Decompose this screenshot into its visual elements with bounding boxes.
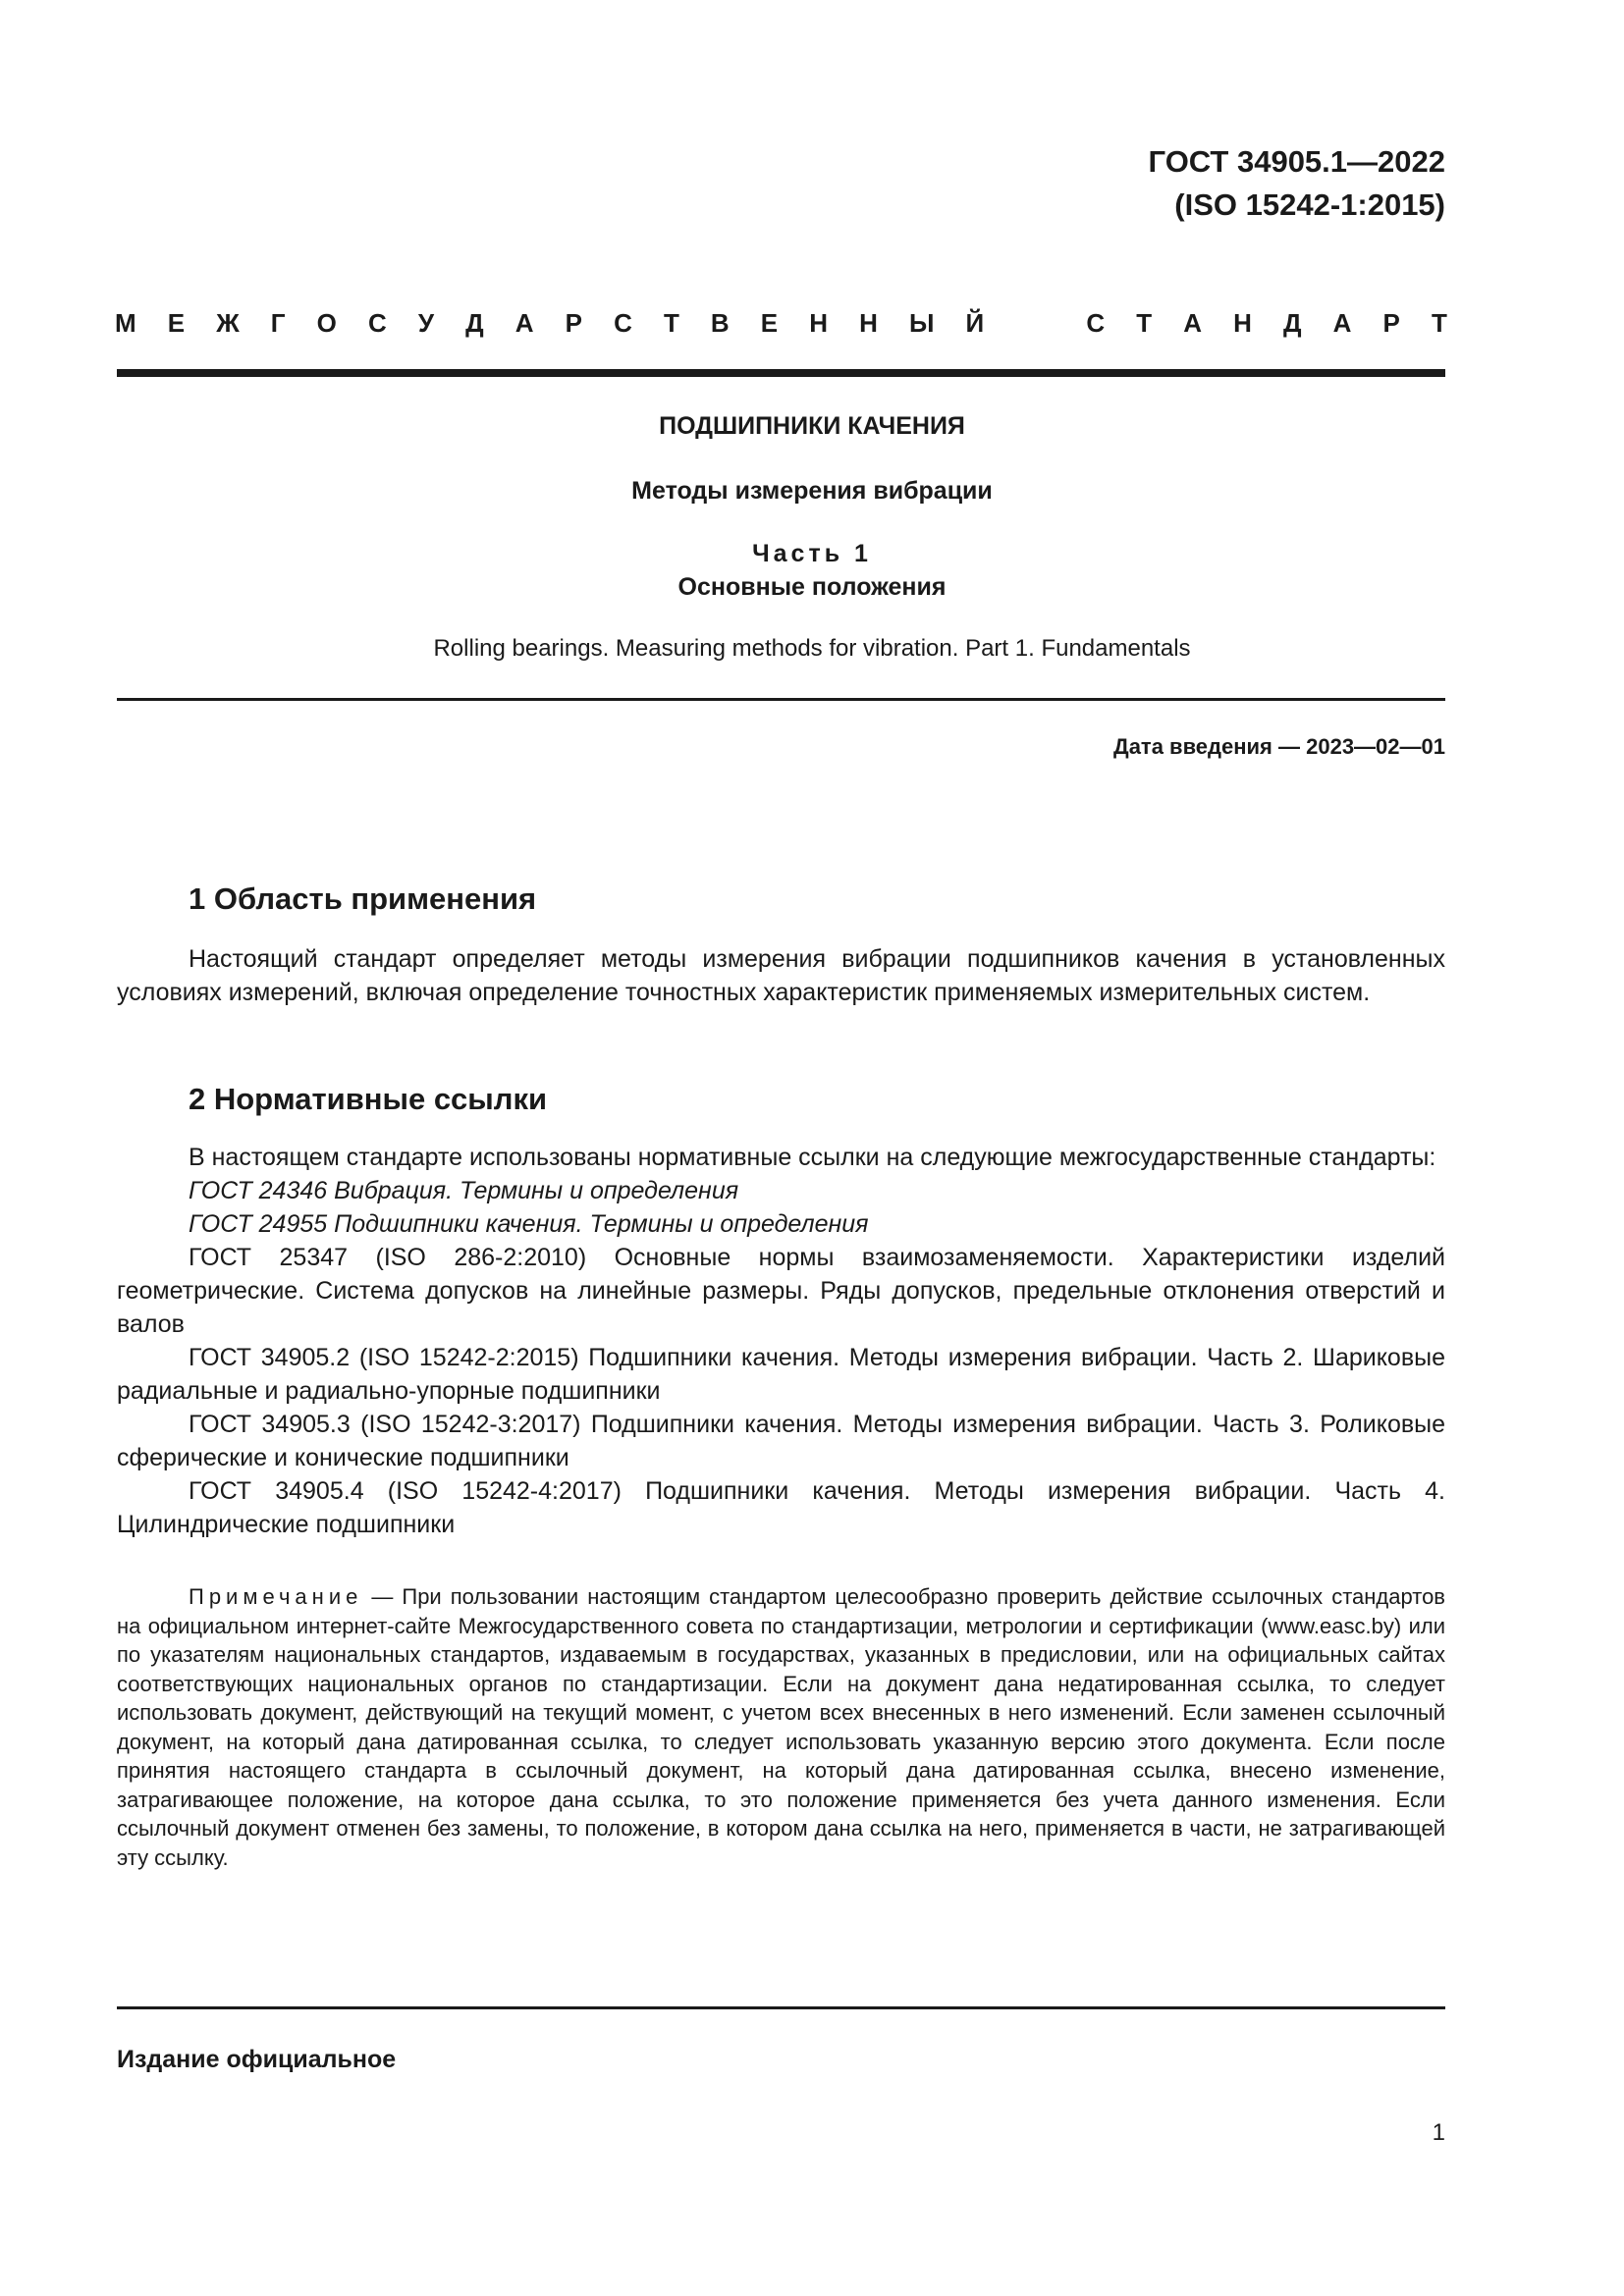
title-rule	[117, 698, 1445, 701]
banner-letter: Т	[1136, 308, 1153, 338]
banner-letter: Н	[859, 308, 878, 338]
official-edition-label: Издание официальное	[117, 2046, 397, 2073]
banner-letter: Д	[465, 308, 484, 338]
banner-letter: Г	[270, 308, 286, 338]
reference-item: ГОСТ 34905.2 (ISO 15242-2:2015) Подшипники качения. Методы измерения вибрации. Часть 2. Шариковые радиальные и радиально-упорные подшипники	[117, 1344, 1445, 1405]
section-1-heading: 1 Область применения	[189, 881, 537, 916]
footer-rule	[117, 2006, 1445, 2009]
header-rule	[117, 369, 1445, 377]
document-part: Часть 1	[752, 540, 872, 567]
standard-number: ГОСТ 34905.1—2022	[1148, 144, 1445, 179]
banner-letter: Ы	[908, 308, 935, 338]
section-1-paragraph: Настоящий стандарт определяет методы измерения вибрации подшипников качения в установленных условиях измерений, включая определение точностных характеристик применяемых измерительных систем.	[117, 945, 1445, 1006]
document-title: ПОДШИПНИКИ КАЧЕНИЯ	[659, 412, 965, 440]
section-2-intro: В настоящем стандарте использованы нормативные ссылки на следующие межгосударственные стандарты:	[189, 1144, 1436, 1171]
banner-letter: А	[1183, 308, 1203, 338]
note-text: — При пользовании настоящим стандартом целесообразно проверить действие ссылочных стандартов на официальном интернет-сайте Межгосударственного совета по стандартизации, метрологии и сертификации (www.easc.by) или по указателям национальных стандартов, издаваемым в государствах, указанных в предисловии, или на официальных сайтах соответствующих национальных органов по стандартизации. Если на документ дана недатированная ссылка, то следует использовать документ, действующий на текущий момент, с учетом всех внесенных в него изменений. Если заменен ссылочный документ, на который дана датированная ссылка, то следует использовать указанную версию этого документа. Если после принятия настоящего стандарта в ссылочный документ, на который дана датированная ссылка, внесено изменение, затрагивающее положение, на которое дана ссылка, то это положение применяется без учета данного изменения. Если ссылочный документ отменен без замены, то положение, в котором дана ссылка на него, применяется в части, не затрагивающей эту ссылку.	[117, 1584, 1445, 1870]
interstate-standard-banner	[115, 307, 1447, 339]
page-number: 1	[1432, 2119, 1445, 2146]
banner-letter: А	[1332, 308, 1352, 338]
banner-letter: У	[417, 308, 435, 338]
introduction-date: Дата введения — 2023—02—01	[1113, 734, 1445, 759]
banner-letter: Т	[663, 308, 679, 338]
note-block	[117, 1582, 1445, 1872]
reference-item: ГОСТ 25347 (ISO 286-2:2010) Основные нормы взаимозаменяемости. Характеристики изделий геометрические. Система допусков на линейные размеры. Ряды допусков, предельные отклонения отверстий и валов	[117, 1244, 1445, 1338]
banner-letter: М	[115, 308, 136, 338]
banner-letter: С	[367, 308, 387, 338]
banner-letter: Р	[1382, 308, 1400, 338]
banner-letter: Ж	[216, 308, 240, 338]
banner-letter: Д	[1283, 308, 1302, 338]
banner-letter: Е	[760, 308, 779, 338]
banner-letter: О	[316, 308, 337, 338]
note-paragraph	[117, 1582, 1445, 1872]
banner-letter: Р	[565, 308, 582, 338]
section-1-body	[117, 942, 1445, 1009]
banner-letter: С	[614, 308, 632, 338]
reference-item: ГОСТ 24346 Вибрация. Термины и определения	[189, 1177, 739, 1204]
note-label: Примечание	[189, 1584, 363, 1609]
banner-letter: А	[514, 308, 534, 338]
section-2-heading: 2 Нормативные ссылки	[189, 1082, 548, 1116]
banner-letter: Й	[965, 308, 985, 338]
reference-item: ГОСТ 34905.3 (ISO 15242-3:2017) Подшипники качения. Методы измерения вибрации. Часть 3. Роликовые сферические и конические подшипники	[117, 1411, 1445, 1471]
banner-letter: Н	[809, 308, 829, 338]
english-title: Rolling bearings. Measuring methods for vibration. Part 1. Fundamentals	[433, 635, 1191, 662]
banner-letter: Н	[1233, 308, 1252, 338]
document-part-name: Основные положения	[677, 573, 947, 601]
reference-item: ГОСТ 24955 Подшипники качения. Термины и определения	[189, 1210, 869, 1238]
banner-letter: Е	[167, 308, 186, 338]
banner-word-gap	[1015, 307, 1055, 339]
document-subtitle: Методы измерения вибрации	[631, 477, 993, 505]
banner-letter: С	[1086, 308, 1106, 338]
iso-reference: (ISO 15242-1:2015)	[1174, 187, 1445, 222]
section-2-body	[117, 1141, 1445, 1541]
reference-item: ГОСТ 34905.4 (ISO 15242-4:2017) Подшипники качения. Методы измерения вибрации. Часть 4. Цилиндрические подшипники	[117, 1477, 1445, 1538]
banner-letter: В	[710, 308, 730, 338]
banner-letter: Т	[1431, 308, 1447, 338]
